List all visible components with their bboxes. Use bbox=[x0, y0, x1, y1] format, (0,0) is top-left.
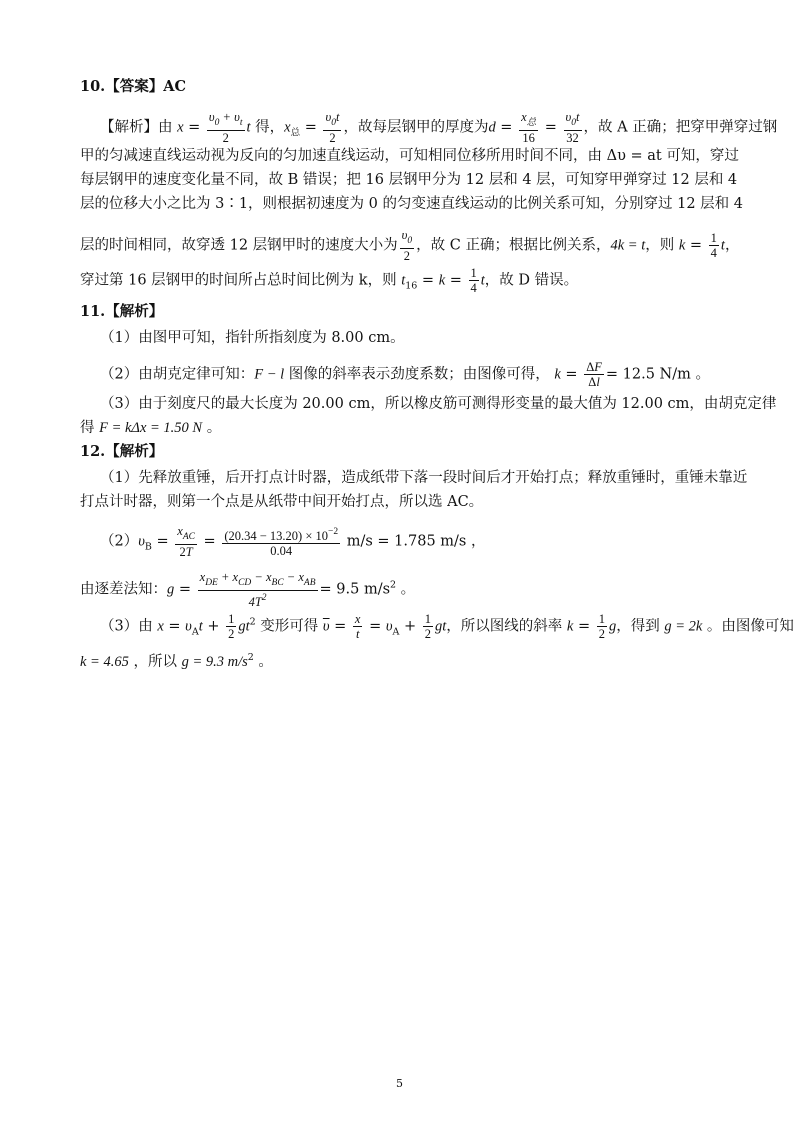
fraction: $\frac{x}{t}$ bbox=[354, 612, 361, 641]
fraction: $\frac{x_总}{16}$ bbox=[521, 110, 537, 145]
q10-line-2: 甲的匀减速直线运动视为反向的匀加速直线运动，可知相同位移所用时间不同，由 Δυ = at 可知，穿过 bbox=[80, 148, 739, 164]
fraction: $\frac{1}{4}$ bbox=[470, 266, 477, 295]
q12-line-4: 由逐差法知：g = $\frac{x_{DE} + x_{CD} - x_{BC} - x_{AB}}{4T^2}$ = 9.5 $m/s^2$ 。 bbox=[80, 570, 416, 609]
q12-line-6: k = 4.65 ，所以 g = 9.3 $m/s^2$ 。 bbox=[80, 652, 273, 670]
q10-line-5: 层的时间相同，故穿透 12 层钢甲时的速度大小为 $\frac{\upsilon_0}{2}$ ，故 C 正确；根据比例关系，4k = t，则 k = $\frac{1}{4}$ t， bbox=[80, 228, 740, 263]
fraction: $\frac{x_{DE} + x_{CD} - x_{BC} - x_{AB}}{4T^2}$ bbox=[199, 570, 316, 609]
q10-heading: 10.【答案】AC bbox=[80, 78, 187, 95]
fraction: $\frac{\Delta F}{\Delta l}$ bbox=[586, 360, 602, 389]
q10-line-4: 层的位移大小之比为 3∶1，则根据初速度为 0 的匀变速直线运动的比例关系可知，分别穿过 12 层和 4 bbox=[80, 196, 744, 212]
fraction: $\frac{\upsilon_0t}{32}$ bbox=[565, 110, 580, 145]
q12-line-3: $(2)\upsilon_B$ = $\frac{x_{AC}}{2T}$ = $\frac{(20.34 - 13.20) \times 10^{-2}}{0.04}$ m/s = 1.785 m/s ， bbox=[100, 524, 486, 559]
q11-line-3: （3）由于刻度尺的最大长度为 20.00 cm，所以橡皮筋可测得形变量的最大值为 12.00 cm，由胡克定律 bbox=[100, 396, 777, 412]
fraction: $\frac{x_{AC}}{2T}$ bbox=[177, 524, 195, 559]
q10-line-3: 每层钢甲的速度变化量不同，故 B 错误；把 16 层钢甲分为 12 层和 4 层，可知穿甲弹穿过 12 层和 4 bbox=[80, 172, 738, 188]
fraction: $\frac{\upsilon_0t}{2}$ bbox=[325, 110, 340, 145]
fraction: $\frac{(20.34 - 13.20) \times 10^{-2}}{0.04}$ bbox=[224, 527, 339, 558]
q10-line-6: 穿过第 16 层钢甲的时间所占总时间比例为 k，则 $t_{16} = k$ = $\frac{1}{4}$ t，故 D 错误。 bbox=[80, 266, 579, 295]
q11-line-1: （1）由图甲可知，指针所指刻度为 8.00 cm。 bbox=[100, 330, 405, 346]
fraction: $\frac{1}{2}$ bbox=[598, 612, 605, 641]
q12-line-2: 打点计时器，则第一个点是从纸带中间开始打点，所以选 AC。 bbox=[80, 494, 484, 510]
fraction: $\frac{1}{2}$ bbox=[424, 612, 432, 641]
fraction: $\frac{1}{4}$ bbox=[710, 231, 717, 260]
q10-line-1: 【解析】由 x = $\frac{\upsilon_0 + \upsilon_t}{2}$ t 得，$x_总$ = $\frac{\upsilon_0t}{2}$ ，故每层钢甲的厚度为d = $\frac{x_总}{16}$ = $\frac{\upsilon_0t}{32}$ ，故 A 正确；把穿甲弹穿过钢 bbox=[100, 110, 778, 145]
q11-heading: 11.【解析】 bbox=[80, 303, 164, 320]
q12-line-5: （3）由 $x = \upsilon_At$ + $\frac{1}{2}$ $gt^2$ 变形可得 $\overline{\upsilon}$ = $\frac{x}{t}$ = $\upsilon_A$ + $\frac{1}{2}$ gt，所以图线的斜率 k = $\frac{1}{2}$ g，得到 g = 2k 。由图像可知 bbox=[100, 612, 794, 641]
q12-heading: 12.【解析】 bbox=[80, 443, 164, 460]
q12-line-1: （1）先释放重锤，后开打点计时器，造成纸带下落一段时间后才开始打点；释放重锤时，重锤未靠近 bbox=[100, 470, 748, 486]
page-number: 5 bbox=[396, 1077, 403, 1090]
fraction: $\frac{\upsilon_0}{2}$ bbox=[401, 228, 413, 263]
q11-line-2: （2）由胡克定律可知：F − l 图像的斜率表示劲度系数；由图像可得， k = $\frac{\Delta F}{\Delta l}$ = 12.5 N/m 。 bbox=[100, 360, 710, 389]
fraction: $\frac{1}{2}$ bbox=[228, 612, 235, 641]
fraction: $\frac{\upsilon_0 + \upsilon_t}{2}$ bbox=[208, 110, 243, 145]
q11-line-4: 得 F = kΔx = 1.50 N 。 bbox=[80, 420, 222, 436]
